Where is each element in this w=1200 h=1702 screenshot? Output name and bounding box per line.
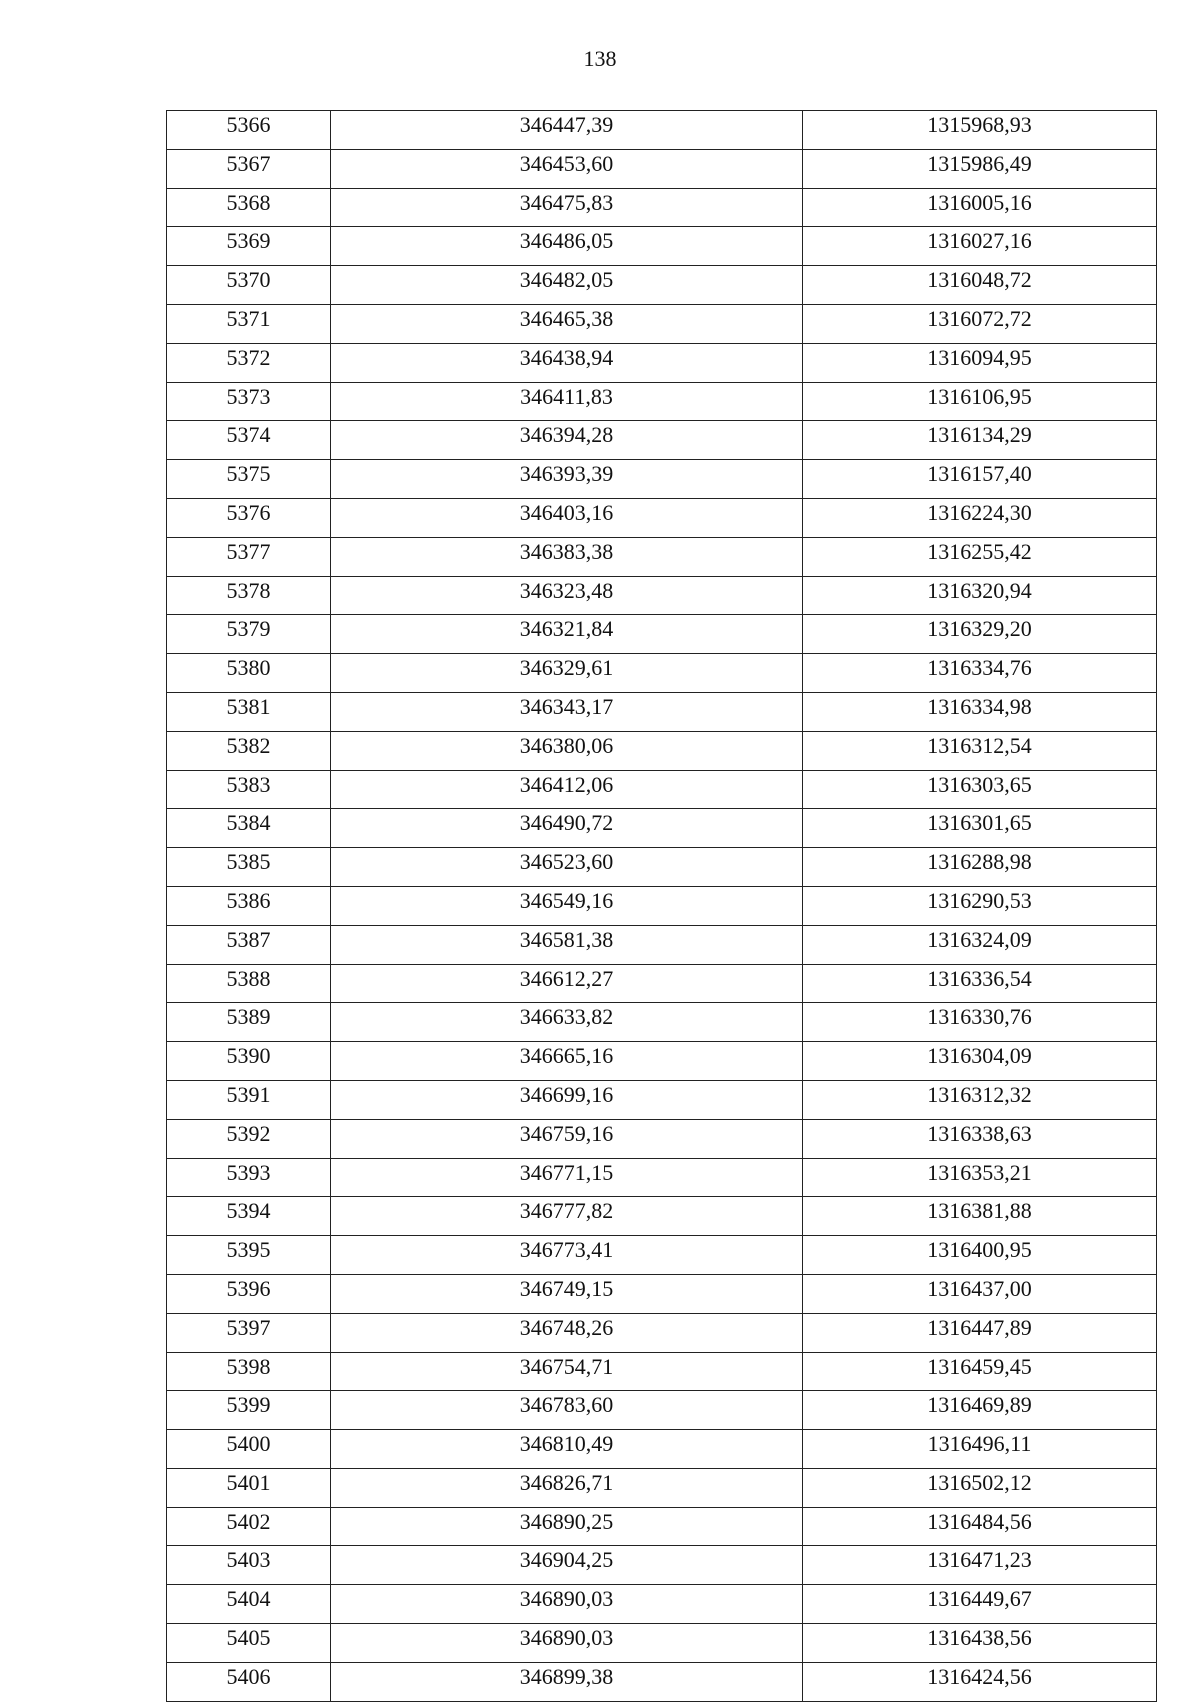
point-number-cell: 5387	[167, 925, 331, 964]
point-number-cell: 5406	[167, 1662, 331, 1701]
point-number-cell: 5392	[167, 1119, 331, 1158]
point-number-cell: 5379	[167, 615, 331, 654]
y-coordinate-cell: 1315986,49	[803, 149, 1157, 188]
y-coordinate-cell: 1316048,72	[803, 266, 1157, 305]
point-number-cell: 5389	[167, 1003, 331, 1042]
table-row	[167, 731, 1157, 770]
x-coordinate-cell: 346749,15	[331, 1274, 803, 1313]
x-coordinate-cell: 346447,39	[331, 111, 803, 150]
y-coordinate-cell: 1316304,09	[803, 1042, 1157, 1081]
y-coordinate-cell: 1316255,42	[803, 537, 1157, 576]
point-number-cell: 5388	[167, 964, 331, 1003]
x-coordinate-cell: 346475,83	[331, 188, 803, 227]
point-number-cell: 5370	[167, 266, 331, 305]
y-coordinate-cell: 1316320,94	[803, 576, 1157, 615]
table-row	[167, 1468, 1157, 1507]
y-coordinate-cell: 1316312,32	[803, 1080, 1157, 1119]
y-coordinate-cell: 1316027,16	[803, 227, 1157, 266]
table-row	[167, 1430, 1157, 1469]
point-number-cell: 5366	[167, 111, 331, 150]
x-coordinate-cell: 346329,61	[331, 654, 803, 693]
y-coordinate-cell: 1316094,95	[803, 343, 1157, 382]
point-number-cell: 5373	[167, 382, 331, 421]
y-coordinate-cell: 1316471,23	[803, 1546, 1157, 1585]
x-coordinate-cell: 346438,94	[331, 343, 803, 382]
point-number-cell: 5402	[167, 1507, 331, 1546]
x-coordinate-cell: 346890,03	[331, 1585, 803, 1624]
point-number-cell: 5404	[167, 1585, 331, 1624]
y-coordinate-cell: 1316469,89	[803, 1391, 1157, 1430]
point-number-cell: 5378	[167, 576, 331, 615]
point-number-cell: 5394	[167, 1197, 331, 1236]
table-row	[167, 498, 1157, 537]
table-body	[167, 111, 1157, 1702]
table-row	[167, 1313, 1157, 1352]
table-row	[167, 1158, 1157, 1197]
table-row	[167, 1274, 1157, 1313]
point-number-cell: 5397	[167, 1313, 331, 1352]
table-row	[167, 537, 1157, 576]
y-coordinate-cell: 1316324,09	[803, 925, 1157, 964]
point-number-cell: 5383	[167, 770, 331, 809]
point-number-cell: 5369	[167, 227, 331, 266]
table-row	[167, 421, 1157, 460]
y-coordinate-cell: 1316438,56	[803, 1624, 1157, 1663]
table-row	[167, 964, 1157, 1003]
x-coordinate-cell: 346826,71	[331, 1468, 803, 1507]
x-coordinate-cell: 346777,82	[331, 1197, 803, 1236]
point-number-cell: 5390	[167, 1042, 331, 1081]
table-row	[167, 1585, 1157, 1624]
table-row	[167, 1236, 1157, 1275]
y-coordinate-cell: 1316330,76	[803, 1003, 1157, 1042]
y-coordinate-cell: 1316336,54	[803, 964, 1157, 1003]
point-number-cell: 5385	[167, 848, 331, 887]
x-coordinate-cell: 346380,06	[331, 731, 803, 770]
y-coordinate-cell: 1316502,12	[803, 1468, 1157, 1507]
y-coordinate-cell: 1316106,95	[803, 382, 1157, 421]
table-row	[167, 460, 1157, 499]
y-coordinate-cell: 1316301,65	[803, 809, 1157, 848]
x-coordinate-cell: 346748,26	[331, 1313, 803, 1352]
y-coordinate-cell: 1316400,95	[803, 1236, 1157, 1275]
x-coordinate-cell: 346612,27	[331, 964, 803, 1003]
x-coordinate-cell: 346890,03	[331, 1624, 803, 1663]
x-coordinate-cell: 346343,17	[331, 692, 803, 731]
y-coordinate-cell: 1316381,88	[803, 1197, 1157, 1236]
x-coordinate-cell: 346665,16	[331, 1042, 803, 1081]
y-coordinate-cell: 1316496,11	[803, 1430, 1157, 1469]
point-number-cell: 5381	[167, 692, 331, 731]
table-row	[167, 304, 1157, 343]
table-row	[167, 1003, 1157, 1042]
x-coordinate-cell: 346699,16	[331, 1080, 803, 1119]
y-coordinate-cell: 1316005,16	[803, 188, 1157, 227]
y-coordinate-cell: 1316484,56	[803, 1507, 1157, 1546]
x-coordinate-cell: 346773,41	[331, 1236, 803, 1275]
y-coordinate-cell: 1316334,98	[803, 692, 1157, 731]
x-coordinate-cell: 346323,48	[331, 576, 803, 615]
x-coordinate-cell: 346759,16	[331, 1119, 803, 1158]
table-row	[167, 886, 1157, 925]
point-number-cell: 5371	[167, 304, 331, 343]
table-row	[167, 925, 1157, 964]
y-coordinate-cell: 1316449,67	[803, 1585, 1157, 1624]
point-number-cell: 5368	[167, 188, 331, 227]
table-row	[167, 1507, 1157, 1546]
point-number-cell: 5393	[167, 1158, 331, 1197]
x-coordinate-cell: 346321,84	[331, 615, 803, 654]
table-row	[167, 1662, 1157, 1701]
x-coordinate-cell: 346393,39	[331, 460, 803, 499]
point-number-cell: 5375	[167, 460, 331, 499]
point-number-cell: 5376	[167, 498, 331, 537]
point-number-cell: 5386	[167, 886, 331, 925]
point-number-cell: 5403	[167, 1546, 331, 1585]
y-coordinate-cell: 1316157,40	[803, 460, 1157, 499]
point-number-cell: 5395	[167, 1236, 331, 1275]
table-row	[167, 654, 1157, 693]
x-coordinate-cell: 346490,72	[331, 809, 803, 848]
y-coordinate-cell: 1316224,30	[803, 498, 1157, 537]
table-row	[167, 1197, 1157, 1236]
point-number-cell: 5405	[167, 1624, 331, 1663]
table-row	[167, 615, 1157, 654]
x-coordinate-cell: 346453,60	[331, 149, 803, 188]
y-coordinate-cell: 1316437,00	[803, 1274, 1157, 1313]
y-coordinate-cell: 1316459,45	[803, 1352, 1157, 1391]
y-coordinate-cell: 1316303,65	[803, 770, 1157, 809]
y-coordinate-cell: 1315968,93	[803, 111, 1157, 150]
x-coordinate-cell: 346890,25	[331, 1507, 803, 1546]
x-coordinate-cell: 346465,38	[331, 304, 803, 343]
table-row	[167, 149, 1157, 188]
table-row	[167, 770, 1157, 809]
y-coordinate-cell: 1316072,72	[803, 304, 1157, 343]
x-coordinate-cell: 346411,83	[331, 382, 803, 421]
table-row	[167, 111, 1157, 150]
point-number-cell: 5377	[167, 537, 331, 576]
point-number-cell: 5372	[167, 343, 331, 382]
point-number-cell: 5384	[167, 809, 331, 848]
x-coordinate-cell: 346383,38	[331, 537, 803, 576]
y-coordinate-cell: 1316447,89	[803, 1313, 1157, 1352]
point-number-cell: 5401	[167, 1468, 331, 1507]
point-number-cell: 5400	[167, 1430, 331, 1469]
point-number-cell: 5367	[167, 149, 331, 188]
table-row	[167, 576, 1157, 615]
table-row	[167, 1080, 1157, 1119]
table-row	[167, 1624, 1157, 1663]
coordinate-table	[166, 110, 1157, 1702]
y-coordinate-cell: 1316312,54	[803, 731, 1157, 770]
x-coordinate-cell: 346523,60	[331, 848, 803, 887]
y-coordinate-cell: 1316290,53	[803, 886, 1157, 925]
point-number-cell: 5380	[167, 654, 331, 693]
point-number-cell: 5382	[167, 731, 331, 770]
y-coordinate-cell: 1316424,56	[803, 1662, 1157, 1701]
table-row	[167, 1546, 1157, 1585]
table-row	[167, 266, 1157, 305]
y-coordinate-cell: 1316329,20	[803, 615, 1157, 654]
table-row	[167, 1119, 1157, 1158]
x-coordinate-cell: 346899,38	[331, 1662, 803, 1701]
x-coordinate-cell: 346394,28	[331, 421, 803, 460]
table-row	[167, 382, 1157, 421]
point-number-cell: 5391	[167, 1080, 331, 1119]
x-coordinate-cell: 346904,25	[331, 1546, 803, 1585]
table-row	[167, 227, 1157, 266]
table-row	[167, 343, 1157, 382]
y-coordinate-cell: 1316134,29	[803, 421, 1157, 460]
point-number-cell: 5399	[167, 1391, 331, 1430]
x-coordinate-cell: 346633,82	[331, 1003, 803, 1042]
table-row	[167, 1042, 1157, 1081]
table-row	[167, 692, 1157, 731]
x-coordinate-cell: 346482,05	[331, 266, 803, 305]
y-coordinate-cell: 1316338,63	[803, 1119, 1157, 1158]
page-number: 138	[583, 46, 617, 71]
point-number-cell: 5396	[167, 1274, 331, 1313]
y-coordinate-cell: 1316334,76	[803, 654, 1157, 693]
x-coordinate-cell: 346771,15	[331, 1158, 803, 1197]
y-coordinate-cell: 1316353,21	[803, 1158, 1157, 1197]
table-row	[167, 809, 1157, 848]
x-coordinate-cell: 346403,16	[331, 498, 803, 537]
x-coordinate-cell: 346412,06	[331, 770, 803, 809]
table-row	[167, 188, 1157, 227]
x-coordinate-cell: 346581,38	[331, 925, 803, 964]
x-coordinate-cell: 346783,60	[331, 1391, 803, 1430]
table-row	[167, 1391, 1157, 1430]
y-coordinate-cell: 1316288,98	[803, 848, 1157, 887]
x-coordinate-cell: 346549,16	[331, 886, 803, 925]
table-row	[167, 1352, 1157, 1391]
point-number-cell: 5374	[167, 421, 331, 460]
x-coordinate-cell: 346754,71	[331, 1352, 803, 1391]
x-coordinate-cell: 346810,49	[331, 1430, 803, 1469]
x-coordinate-cell: 346486,05	[331, 227, 803, 266]
point-number-cell: 5398	[167, 1352, 331, 1391]
table-row	[167, 848, 1157, 887]
